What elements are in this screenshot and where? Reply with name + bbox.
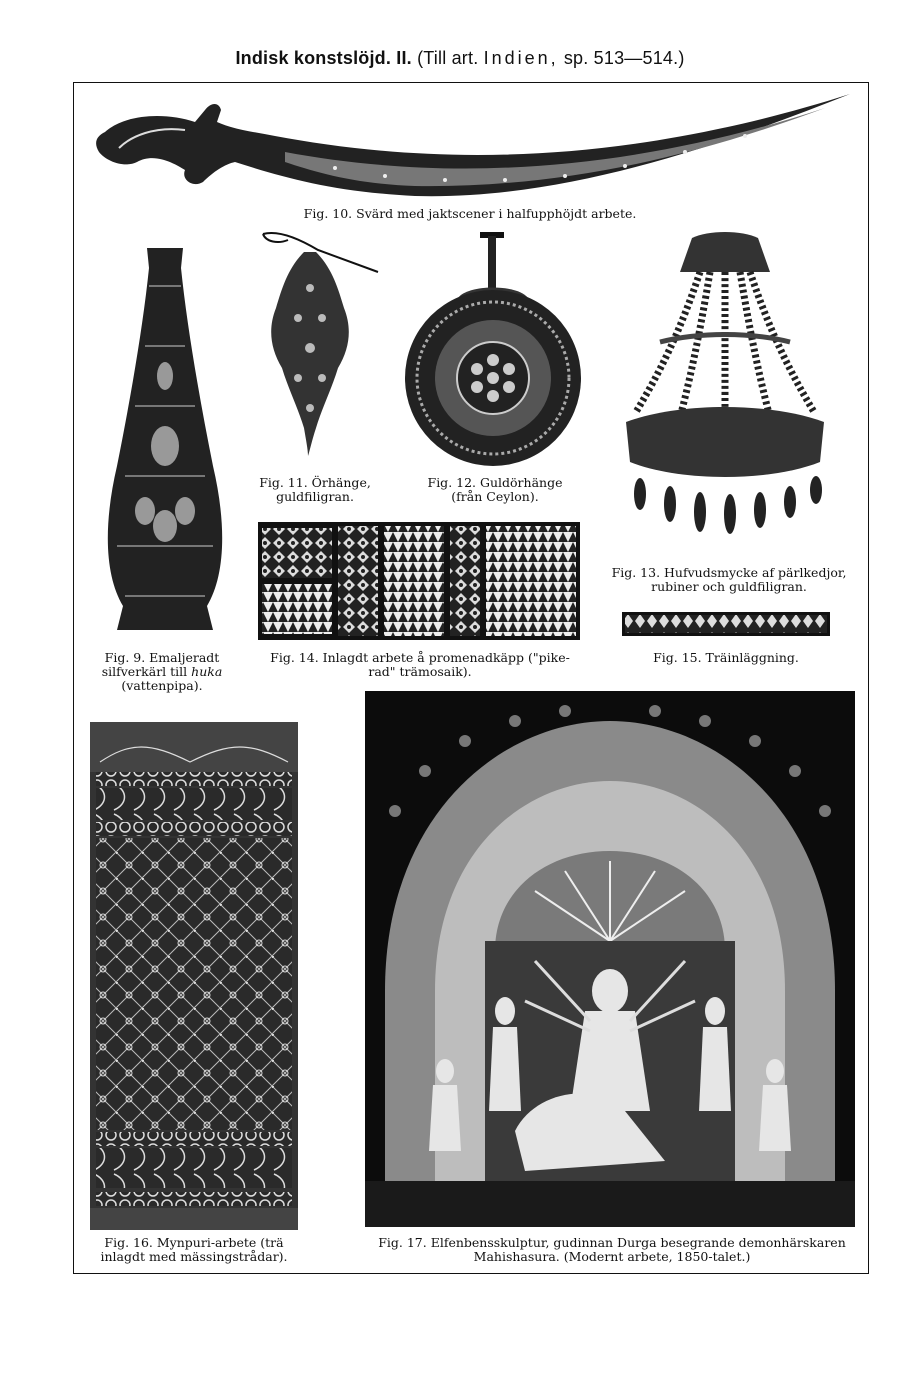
fig13-caption (598, 566, 860, 594)
fig17-caption (362, 1236, 862, 1264)
fig14-inlay-strip-illustration (258, 522, 580, 640)
fig11-caption-line2: guldfiligran. (276, 489, 354, 504)
fig14-caption-line1: Fig. 14. Inlagdt arbete å promenadkäpp ("pike- (270, 650, 570, 665)
fig16-mynpuri-panel-illustration (90, 722, 298, 1230)
fig9-caption-line3: (vattenpipa). (121, 678, 203, 693)
fig14-caption-line2: rad" trämosaik). (368, 664, 472, 679)
header-article: Indien, (483, 48, 559, 68)
header-title: Indisk konstslöjd. (235, 48, 392, 68)
fig16-caption-line2: inlagdt med mässingstrådar). (100, 1249, 288, 1264)
fig17-ivory-sculpture-illustration (365, 691, 855, 1227)
fig16-caption-line1: Fig. 16. Mynpuri-arbete (trä (104, 1235, 284, 1250)
fig13-head-ornament-illustration (620, 232, 830, 552)
fig9-caption-line2 (82, 665, 242, 679)
fig15-caption: Fig. 15. Träinläggning. (653, 650, 799, 665)
fig12-caption (410, 476, 580, 504)
fig17-caption-line1: Fig. 17. Elfenbensskulptur, gudinnan Durga besegrande demonhärskaren (378, 1235, 846, 1250)
fig14-caption (255, 651, 585, 679)
fig12-gold-earring-illustration (398, 228, 588, 478)
fig10-caption: Fig. 10. Svärd med jaktscener i halfupphöjdt arbete. (303, 206, 637, 221)
fig9-caption (82, 651, 242, 693)
fig17-caption-line2: Mahishasura. (Modernt arbete, 1850-talet.) (473, 1249, 751, 1264)
fig11-caption (245, 476, 385, 504)
fig11-earring-illustration (258, 228, 383, 458)
header-columns: sp. 513—514.) (563, 48, 685, 68)
fig12-caption-line1: Fig. 12. Guldörhänge (427, 475, 563, 490)
fig12-caption-line2: (från Ceylon). (451, 489, 539, 504)
fig15-inlay-strip-illustration (622, 612, 830, 636)
fig9-caption-line2-italic: huka (191, 664, 223, 679)
fig9-vessel-illustration (95, 246, 235, 642)
header-reference-open: (Till art. (417, 48, 479, 68)
fig11-caption-line1: Fig. 11. Örhänge, (259, 475, 371, 490)
fig9-caption-line1: Fig. 9. Emaljeradt (104, 650, 220, 665)
fig10-sword-illustration (85, 92, 855, 202)
fig13-caption-line1: Fig. 13. Hufvudsmycke af pärlkedjor, (611, 565, 847, 580)
header-volume: II. (396, 48, 412, 68)
fig16-caption (88, 1236, 300, 1264)
page-header (0, 48, 920, 69)
fig9-caption-line2-text: silfverkärl till (101, 664, 192, 679)
fig13-caption-line2: rubiner och guldfiligran. (651, 579, 807, 594)
